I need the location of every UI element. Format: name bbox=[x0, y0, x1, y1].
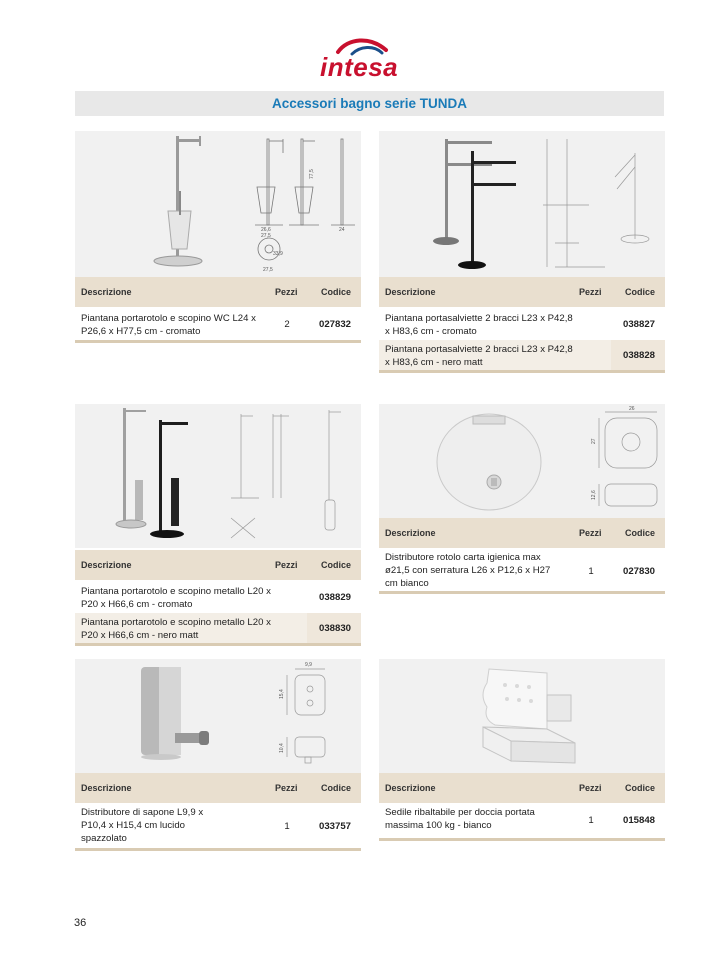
product-code: 038829 bbox=[319, 592, 352, 603]
divider bbox=[75, 848, 361, 851]
product-card-038827 bbox=[379, 131, 665, 373]
drawing-label: 27,5 bbox=[261, 233, 271, 239]
metal-roll-brush-stand-icon bbox=[75, 404, 361, 548]
table-header bbox=[379, 518, 665, 548]
product-quantity: 1 bbox=[588, 815, 594, 826]
product-description: Piantana portasalviette 2 bracci L23 x P42,8 x H83,6 cm - cromato bbox=[385, 313, 573, 337]
product-code: 033757 bbox=[319, 821, 352, 832]
table-header bbox=[379, 773, 665, 803]
header-codice: Codice bbox=[625, 528, 656, 538]
header-codice: Codice bbox=[625, 783, 656, 793]
header-pezzi: Pezzi bbox=[579, 287, 602, 297]
drawing-label: 77,5 bbox=[309, 169, 315, 179]
product-description: Distributore di sapone L9,9 x P10,4 x H15,4 cm lucido spazzolato bbox=[81, 807, 204, 844]
table-row bbox=[379, 548, 665, 592]
product-image bbox=[75, 131, 361, 277]
header-pezzi: Pezzi bbox=[275, 783, 298, 793]
soap-dispenser-icon bbox=[75, 659, 361, 773]
product-image bbox=[379, 404, 665, 518]
table-header bbox=[75, 277, 361, 307]
table-header bbox=[379, 277, 665, 307]
product-image bbox=[379, 131, 665, 277]
drawing-label: 26,6 bbox=[261, 227, 271, 233]
table-row bbox=[75, 803, 361, 849]
product-code: 038828 bbox=[623, 350, 656, 361]
product-code: 038830 bbox=[319, 623, 352, 634]
table-row bbox=[379, 309, 665, 340]
drawing-label: 10,4 bbox=[279, 743, 285, 753]
towel-stand-icon bbox=[379, 131, 665, 277]
product-code: 015848 bbox=[623, 815, 656, 826]
header-descrizione: Descrizione bbox=[81, 287, 132, 297]
header-descrizione: Descrizione bbox=[385, 783, 436, 793]
drawing-label: 12,6 bbox=[591, 490, 597, 500]
product-card-015848 bbox=[379, 659, 665, 843]
product-description: Piantana portasalviette 2 bracci L23 x P42,8 x H83,6 cm - nero matt bbox=[385, 344, 573, 368]
table-header bbox=[75, 550, 361, 580]
product-card-027832 bbox=[75, 131, 361, 343]
table-row bbox=[75, 309, 361, 341]
product-quantity: 1 bbox=[588, 566, 594, 577]
divider bbox=[379, 591, 665, 594]
logo-wordmark: intesa bbox=[320, 52, 399, 82]
page-title: Accessori bagno serie TUNDA bbox=[75, 91, 664, 116]
product-quantity: 1 bbox=[284, 821, 290, 832]
folding-shower-seat-icon bbox=[379, 659, 665, 773]
drawing-label: 26 bbox=[629, 406, 635, 412]
header-pezzi: Pezzi bbox=[275, 287, 298, 297]
product-quantity: 2 bbox=[284, 319, 290, 330]
product-image bbox=[75, 404, 361, 548]
product-description: Piantana portarotolo e scopino metallo L20 x P20 x H66,6 cm - cromato bbox=[81, 586, 271, 610]
drawing-label: 33,9 bbox=[273, 251, 283, 257]
toilet-paper-dispenser-icon bbox=[379, 404, 665, 518]
divider bbox=[75, 643, 361, 646]
header-codice: Codice bbox=[321, 783, 352, 793]
brand-logo bbox=[320, 36, 420, 82]
product-image bbox=[75, 659, 361, 773]
header-codice: Codice bbox=[321, 287, 352, 297]
drawing-label: 24 bbox=[339, 227, 345, 233]
table-row bbox=[379, 340, 665, 370]
divider bbox=[75, 340, 361, 343]
product-image bbox=[379, 659, 665, 773]
header-codice: Codice bbox=[625, 287, 656, 297]
product-code: 027830 bbox=[623, 566, 656, 577]
header-pezzi: Pezzi bbox=[579, 528, 602, 538]
product-card-038829 bbox=[75, 404, 361, 646]
header-codice: Codice bbox=[321, 560, 352, 570]
header-descrizione: Descrizione bbox=[81, 560, 132, 570]
product-description: Distributore rotolo carta igienica max ø21,5 con serratura L26 x P12,6 x H27 cm bianco bbox=[385, 552, 551, 589]
product-card-033757 bbox=[75, 659, 361, 853]
table-row bbox=[75, 582, 361, 613]
drawing-label: 27,5 bbox=[263, 267, 273, 273]
product-description: Piantana portarotolo e scopino metallo L20 x P20 x H66,6 cm - nero matt bbox=[81, 617, 271, 641]
table-header bbox=[75, 773, 361, 803]
header-descrizione: Descrizione bbox=[385, 528, 436, 538]
divider bbox=[379, 838, 665, 841]
product-code: 027832 bbox=[319, 319, 352, 330]
header-pezzi: Pezzi bbox=[579, 783, 602, 793]
divider bbox=[379, 370, 665, 373]
product-card-027830 bbox=[379, 404, 665, 596]
table-row bbox=[75, 613, 361, 643]
product-code: 038827 bbox=[623, 319, 656, 330]
header-descrizione: Descrizione bbox=[81, 783, 132, 793]
drawing-label: 15,4 bbox=[279, 689, 285, 699]
header-pezzi: Pezzi bbox=[275, 560, 298, 570]
product-description: Sedile ribaltabile per doccia portata massima 100 kg - bianco bbox=[385, 807, 535, 831]
toilet-roll-brush-stand-icon bbox=[75, 131, 361, 277]
drawing-label: 9,9 bbox=[305, 662, 312, 668]
header-descrizione: Descrizione bbox=[385, 287, 436, 297]
table-row bbox=[379, 803, 665, 837]
product-description: Piantana portarotolo e scopino WC L24 x P26,6 x H77,5 cm - cromato bbox=[81, 313, 256, 337]
page-number: 36 bbox=[74, 917, 87, 929]
drawing-label: 27 bbox=[591, 438, 597, 444]
